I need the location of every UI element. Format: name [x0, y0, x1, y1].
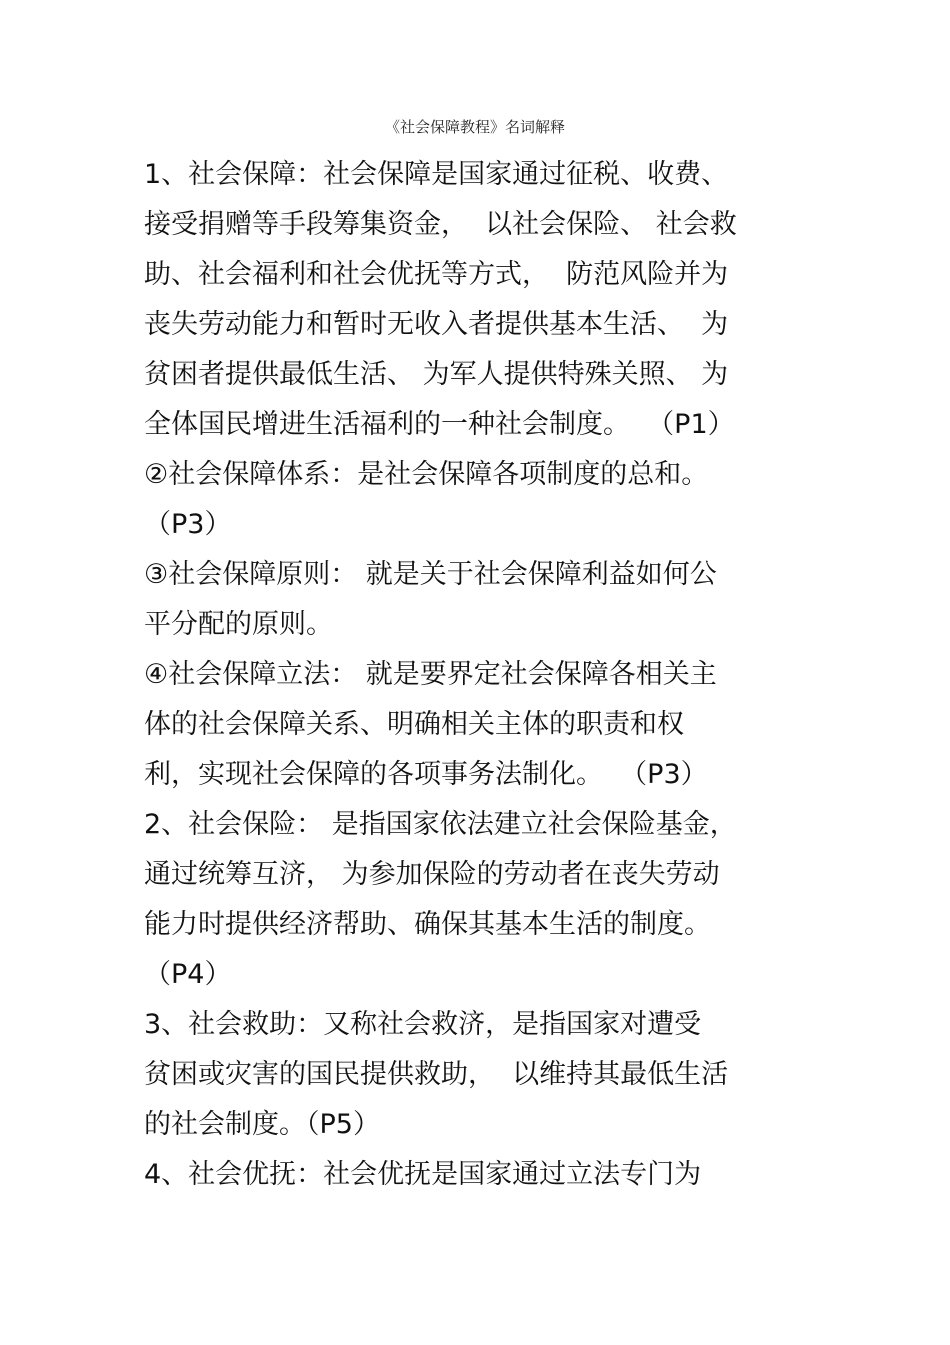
text-line: 4、社会优抚：社会优抚是国家通过立法专门为	[144, 1159, 702, 1190]
document-body	[144, 150, 814, 1200]
text-line: 能力时提供经济帮助、确保其基本生活的制度。	[144, 909, 711, 940]
text-line: 通过统筹互济， 为参加保险的劳动者在丧失劳动	[144, 859, 720, 890]
text-line: ③社会保障原则： 就是关于社会保障利益如何公	[144, 559, 717, 590]
text-line: 丧失劳动能力和暂时无收入者提供基本生活、 为	[144, 309, 729, 340]
text-line: （P4）	[144, 959, 232, 990]
text-line: 接受捐赠等手段筹集资金， 以社会保险、 社会救	[144, 209, 737, 240]
text-line: 助、社会福利和社会优抚等方式， 防范风险并为	[144, 259, 729, 290]
text-line: （P3）	[144, 509, 232, 540]
text-line: 2、社会保险： 是指国家依法建立社会保险基金，	[144, 809, 737, 840]
text-line: 1、社会保障：社会保障是国家通过征税、收费、	[144, 159, 729, 190]
text-line: 全体国民增进生活福利的一种社会制度。 （P1）	[144, 409, 735, 440]
text-line: 贫困或灾害的国民提供救助， 以维持其最低生活	[144, 1059, 729, 1090]
text-line: 利，实现社会保障的各项事务法制化。 （P3）	[144, 759, 708, 790]
text-line: 的社会制度。（P5）	[144, 1109, 380, 1140]
text-line: 平分配的原则。	[144, 609, 333, 640]
text-line: 3、社会救助：又称社会救济，是指国家对遭受	[144, 1009, 702, 1040]
text-line: 贫困者提供最低生活、 为军人提供特殊关照、 为	[144, 359, 729, 390]
text-line: ④社会保障立法： 就是要界定社会保障各相关主	[144, 659, 717, 690]
text-line: ②社会保障体系：是社会保障各项制度的总和。	[144, 459, 709, 490]
text-line: 体的社会保障关系、明确相关主体的职责和权	[144, 709, 684, 740]
document-title: 《社会保障教程》名词解释	[384, 118, 565, 136]
